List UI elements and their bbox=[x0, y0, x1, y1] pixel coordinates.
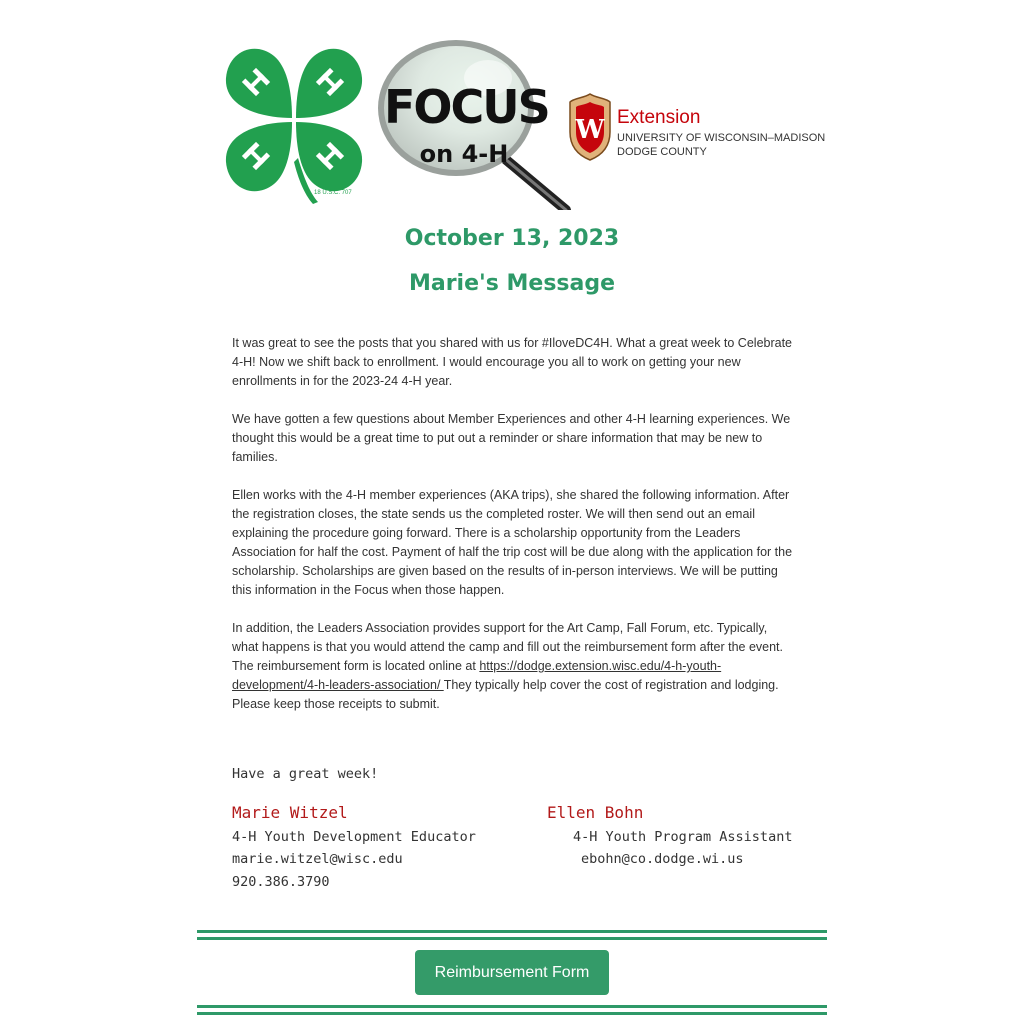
extension-university: UNIVERSITY OF WISCONSIN–MADISON bbox=[617, 132, 826, 144]
newsletter-header bbox=[214, 38, 826, 210]
signoff-text: Have a great week! bbox=[232, 766, 379, 782]
message-title: Marie's Message bbox=[408, 271, 616, 296]
leaders-association-link[interactable]: https://dodge.extension.wisc.edu/4-h-youth-development/4-h-leaders-association/ bbox=[232, 659, 722, 692]
extension-county: DODGE COUNTY bbox=[617, 146, 707, 158]
paragraph-3: Ellen works with the 4-H member experiences (AKA trips), she shared the following information. After the registration closes, the state sends us the completed roster. We will then send out an email explaining the procedure going forward. There is a scholarship opportunity from the Leaders Association for half the cost. Payment of half the trip cost will be due along with the application for the scholarship. Scholarships are given based on the results of in-person interviews. We will be putting this information in the Focus when those happen. bbox=[232, 488, 793, 597]
focus-title: FOCUS bbox=[384, 80, 549, 134]
divider-bottom bbox=[197, 1005, 827, 1015]
signature-title: 4-H Youth Program Assistant bbox=[573, 829, 793, 845]
signature-phone: 920.386.3790 bbox=[232, 874, 330, 890]
signature-name: Ellen Bohn bbox=[547, 803, 644, 822]
newsletter-date: October 13, 2023 bbox=[404, 226, 620, 251]
paragraph-1: It was great to see the posts that you shared with us for #IloveDC4H. What a great week to Celebrate 4-H! Now we shift back to enrollment. I would encourage you all to work on getting your new enrollments in for the 2023-24 4-H year. bbox=[232, 336, 793, 388]
4h-clover-logo bbox=[214, 38, 374, 204]
signature-email[interactable]: ebohn@co.dodge.wi.us bbox=[581, 851, 744, 867]
signature-title: 4-H Youth Development Educator bbox=[232, 829, 476, 845]
paragraph-2: We have gotten a few questions about Member Experiences and other 4-H learning experiences. We thought this would be a great time to put out a reminder or share information that may be new to families. bbox=[232, 412, 791, 464]
paragraph-4 bbox=[232, 619, 796, 714]
extension-title: Extension bbox=[617, 107, 701, 128]
paragraph-4-text-end: They typically help cover the cost of registration and lodging. Please keep those receipts to submit. bbox=[232, 678, 779, 711]
focus-subtitle: on 4-H bbox=[419, 140, 509, 168]
uw-crest-icon bbox=[566, 92, 614, 162]
paragraph-4-text: In addition, the Leaders Association provides support for the Art Camp, Fall Forum, etc. Typically, what happens is that you would attend the camp and fill out the reimbursement form after the event. The reimbursement form is located online at bbox=[232, 621, 784, 673]
clover-code-text: 18 U.S.C. 707 bbox=[314, 190, 352, 196]
svg-text:W: W bbox=[575, 115, 605, 145]
reimbursement-form-button[interactable]: Reimbursement Form bbox=[415, 950, 609, 995]
signature-email[interactable]: marie.witzel@wisc.edu bbox=[232, 851, 403, 867]
message-body bbox=[232, 334, 796, 733]
divider-top bbox=[197, 930, 827, 940]
signature-name: Marie Witzel bbox=[232, 803, 348, 822]
